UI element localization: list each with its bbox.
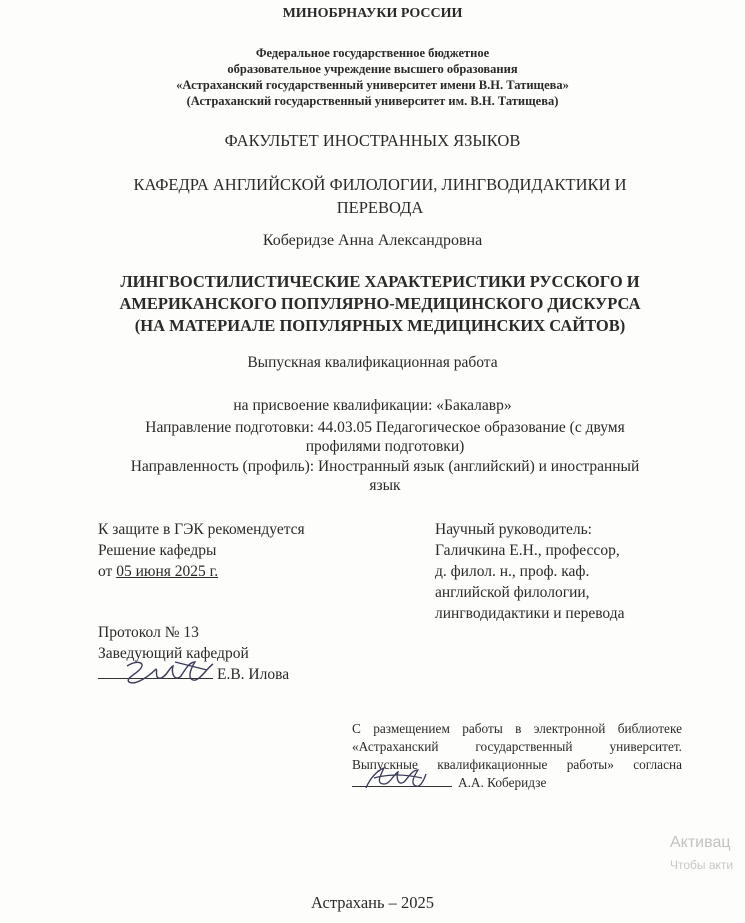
department-line: ПЕРЕВОДА: [336, 198, 424, 217]
title-line: АМЕРИКАНСКОГО ПОПУЛЯРНО-МЕДИЦИНСКОГО ДИСКУРСА: [119, 294, 641, 313]
institution-line: Федеральное государственное бюджетное: [255, 46, 490, 60]
supervisor-line: английской филологии,: [435, 584, 590, 601]
ministry-header: МИНОБРНАУКИ РОССИИ: [282, 6, 463, 21]
thesis-title: [60, 271, 700, 337]
study-profile: [85, 457, 685, 495]
activation-watermark-text: Чтобы акти: [670, 858, 734, 872]
supervisor-line: Научный руководитель:: [435, 521, 592, 538]
department-name: [80, 173, 680, 219]
institution-block: [0, 45, 745, 109]
consent-line: «Астраханский государственный университет.: [352, 739, 682, 754]
defense-date: 05 июня 2025 г.: [116, 563, 219, 580]
title-line: (НА МАТЕРИАЛЕ ПОПУЛЯРНЫХ МЕДИЦИНСКИХ САЙТОВ): [134, 316, 626, 335]
consent-author-name: А.А. Коберидзе: [458, 775, 547, 790]
defense-line: Решение кафедры: [98, 542, 217, 559]
head-name: Е.В. Илова: [217, 666, 290, 683]
title-line: ЛИНГВОСТИЛИСТИЧЕСКИЕ ХАРАКТЕРИСТИКИ РУССКОГО И: [120, 272, 640, 291]
institution-line: (Астраханский государственный университет им. В.Н. Татищева): [186, 94, 559, 108]
activation-watermark-title: Активац: [670, 834, 731, 851]
author-signature-icon: [360, 760, 430, 794]
defense-date-line: [98, 561, 305, 582]
work-type: Выпускная квалификационная работа: [247, 354, 498, 371]
department-line: КАФЕДРА АНГЛИЙСКОЙ ФИЛОЛОГИИ, ЛИНГВОДИДАКТИКИ И: [133, 175, 627, 194]
consent-line: Выпускные квалификационные работы» согласна: [352, 757, 682, 772]
institution-line: образовательное учреждение высшего образования: [227, 62, 518, 76]
study-direction: [90, 418, 680, 456]
head-signature-icon: [115, 656, 220, 690]
institution-line: «Астраханский государственный университет имени В.Н. Татищева»: [176, 78, 569, 92]
author-name: Коберидзе Анна Александровна: [262, 232, 483, 249]
faculty-name: ФАКУЛЬТЕТ ИНОСТРАННЫХ ЯЗЫКОВ: [224, 131, 521, 150]
direction-line: Направление подготовки: 44.03.05 Педагогическое образование (с двумя: [145, 419, 625, 436]
supervisor-line: Галичкина Е.Н., профессор,: [435, 542, 620, 559]
date-prefix: от: [98, 563, 117, 580]
city-year: Астрахань – 2025: [310, 893, 435, 912]
protocol-number: Протокол № 13: [98, 624, 199, 641]
supervisor-block: [435, 519, 625, 624]
defense-recommendation: [98, 519, 305, 582]
profile-line: Направленность (профиль): Иностранный язык (английский) и иностранный: [130, 458, 640, 475]
direction-line: профилями подготовки): [305, 438, 465, 455]
supervisor-line: лингводидактики и перевода: [435, 605, 625, 622]
profile-line: язык: [369, 477, 401, 494]
qualification: на присвоение квалификации: «Бакалавр»: [233, 397, 512, 414]
consent-line: С размещением работы в электронной библиотеке: [352, 721, 682, 736]
head-of-department-label: Заведующий кафедрой: [98, 645, 249, 662]
defense-line: К защите в ГЭК рекомендуется: [98, 521, 305, 538]
supervisor-line: д. филол. н., проф. каф.: [435, 563, 590, 580]
